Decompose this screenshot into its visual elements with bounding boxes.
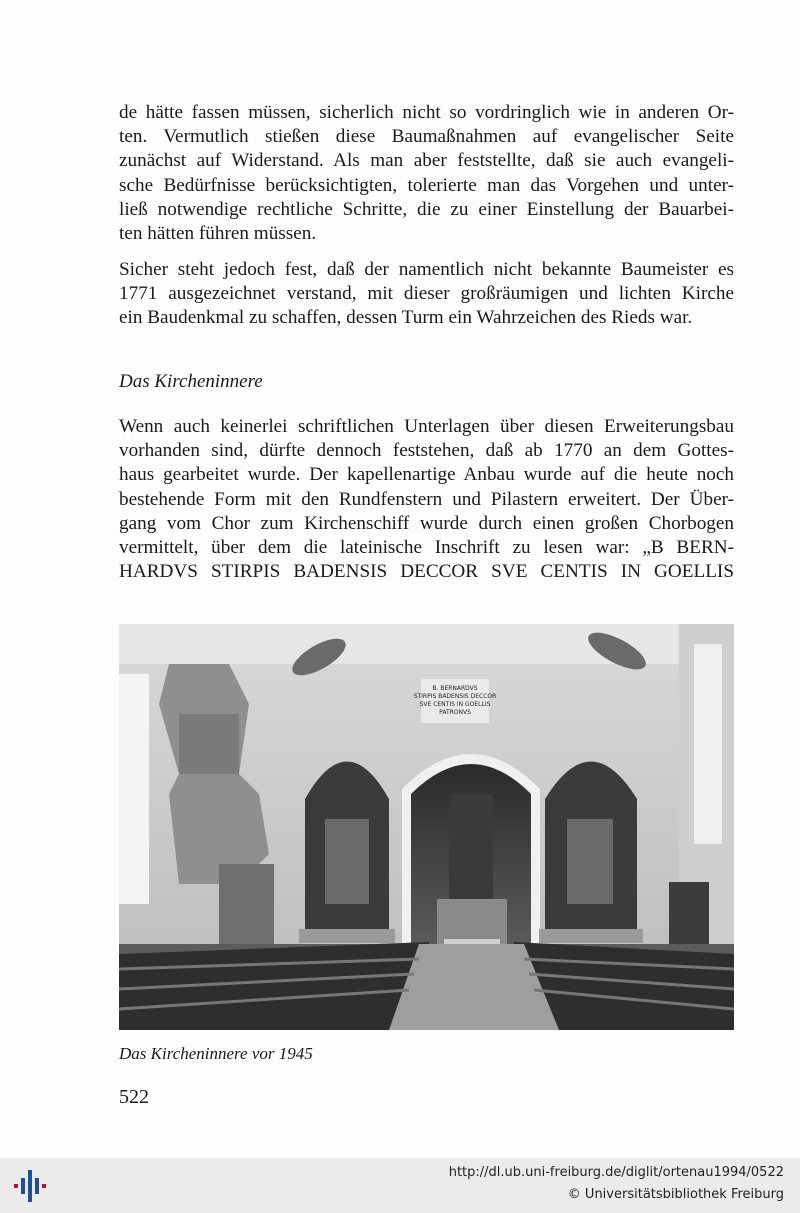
inscription-line: B. BERNARDVS: [432, 685, 478, 692]
text-line: 1771 ausgezeichnet verstand, mit dieser großräumigen und lichten Kirche: [119, 283, 734, 305]
inscription-line: SVE CENTIS IN GOELLIS: [419, 701, 491, 708]
church-interior-photo: [119, 624, 734, 1030]
text-line: zunächst auf Widerstand. Als man aber feststellte, daß sie auch evangeli-: [119, 150, 734, 172]
section-heading: Das Kircheninnere: [119, 371, 263, 392]
inscription-line: STIRPIS BADENSIS DECCOR: [413, 693, 497, 700]
text-line: gang vom Chor zum Kirchenschiff wurde durch einen großen Chorbogen: [119, 512, 734, 534]
inscription-line: PATRONVS: [439, 709, 471, 716]
library-logo-icon: [12, 1166, 52, 1206]
text-line: bestehende Form mit den Rundfenstern und Pilastern erweitert. Der Über-: [119, 488, 734, 510]
text-line: ließ notwendige rechtliche Schritte, die zu einer Einstellung der Bauarbei-: [119, 198, 734, 220]
text-line: vorhanden sind, dürfte dennoch feststehen, daß ab 1770 an dem Gottes-: [119, 440, 734, 462]
paragraph-3: [119, 415, 734, 584]
figure-caption: Das Kircheninnere vor 1945: [119, 1044, 313, 1063]
text-line: sche Bedürfnisse berücksichtigten, tolerierte man das Vorgehen und unter-: [119, 174, 734, 196]
paragraph-2: [119, 258, 734, 331]
text-line: Wenn auch keinerlei schriftlichen Unterlagen über diesen Erweiterungsbau: [119, 416, 734, 437]
text-line: ten hätten führen müssen.: [119, 223, 317, 245]
text-line: ten. Vermutlich stießen diese Baumaßnahmen auf evangelischer Seite: [119, 126, 734, 148]
copyright-text: © Universitätsbibliothek Freiburg: [567, 1187, 784, 1202]
text-line: de hätte fassen müssen, sicherlich nicht so vordringlich wie in anderen Or-: [119, 102, 734, 123]
text-line: Sicher steht jedoch fest, daß der namentlich nicht bekannte Baumeister es: [119, 259, 734, 280]
footer-bar: [0, 1158, 800, 1213]
church-interior-illustration: [119, 624, 734, 1030]
document-url-link[interactable]: http://dl.ub.uni-freiburg.de/diglit/ortenau1994/0522: [448, 1165, 784, 1180]
paragraph-1: [119, 101, 734, 246]
text-line: haus gearbeitet wurde. Der kapellenartige Anbau wurde auf die heute noch: [119, 464, 734, 486]
text-line: HARDVS STIRPIS BADENSIS DECCOR SVE CENTIS IN GOELLIS: [119, 561, 734, 583]
text-line: vermittelt, über dem die lateinische Inschrift zu lesen war: „B BERN-: [119, 537, 734, 559]
text-line: ein Baudenkmal zu schaffen, dessen Turm ein Wahrzeichen des Rieds war.: [119, 307, 693, 329]
page-number: 522: [119, 1086, 149, 1108]
